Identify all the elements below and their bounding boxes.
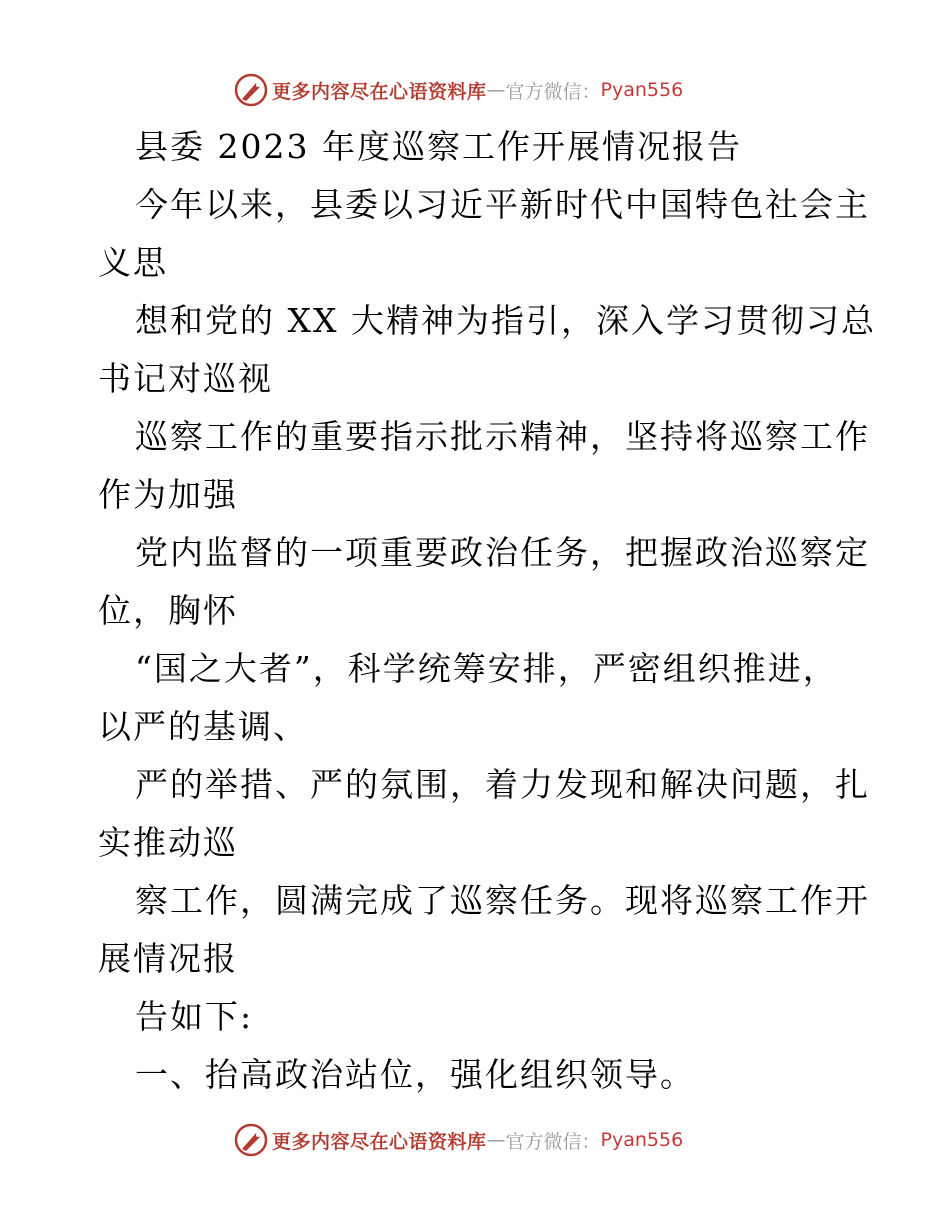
paragraph-line: 展情况报 [98, 939, 238, 978]
watermark-id: Pyan556 [600, 79, 684, 101]
footer-watermark [234, 1122, 683, 1158]
paragraph-line: “国之大者”，科学统筹安排，严密组织推进， [135, 649, 838, 688]
watermark-text: 更多内容尽在心语资料库 [272, 80, 487, 103]
watermark-dash: — [486, 1129, 506, 1151]
watermark-label: 官方微信： [505, 80, 601, 103]
paragraph-line: 党内监督的一项重要政治任务，把握政治巡察定 [135, 533, 870, 572]
paragraph-line: 告如下: [135, 997, 254, 1036]
watermark-dash: — [486, 79, 506, 101]
paragraph-line: 书记对巡视 [98, 359, 273, 398]
paragraph-line: 察工作，圆满完成了巡察任务。现将巡察工作开 [135, 881, 870, 920]
paragraph-line: 作为加强 [98, 475, 238, 514]
paragraph-line: 今年以来，县委以习近平新时代中国特色社会主 [135, 185, 870, 224]
document-title: 县委 2023 年度巡察工作开展情况报告 [135, 127, 742, 166]
pen-logo-icon [234, 1123, 268, 1157]
paragraph-line: 以严的基调、 [98, 707, 308, 746]
watermark-id: Pyan556 [600, 1129, 684, 1151]
paragraph-line: 实推动巡 [98, 823, 238, 862]
section-heading: 一、抬高政治站位，强化组织领导。 [135, 1055, 695, 1094]
watermark-label: 官方微信： [505, 1130, 601, 1153]
pen-logo-icon [234, 73, 268, 107]
header-watermark [234, 72, 683, 108]
paragraph-line: 想和党的 XX 大精神为指引，深入学习贯彻习总 [135, 301, 876, 340]
watermark-text: 更多内容尽在心语资料库 [272, 1130, 487, 1153]
paragraph-line: 义思 [98, 243, 168, 282]
paragraph-line: 位，胸怀 [98, 591, 238, 630]
paragraph-line: 巡察工作的重要指示批示精神，坚持将巡察工作 [135, 417, 870, 456]
paragraph-line: 严的举措、严的氛围，着力发现和解决问题，扎 [135, 765, 870, 804]
